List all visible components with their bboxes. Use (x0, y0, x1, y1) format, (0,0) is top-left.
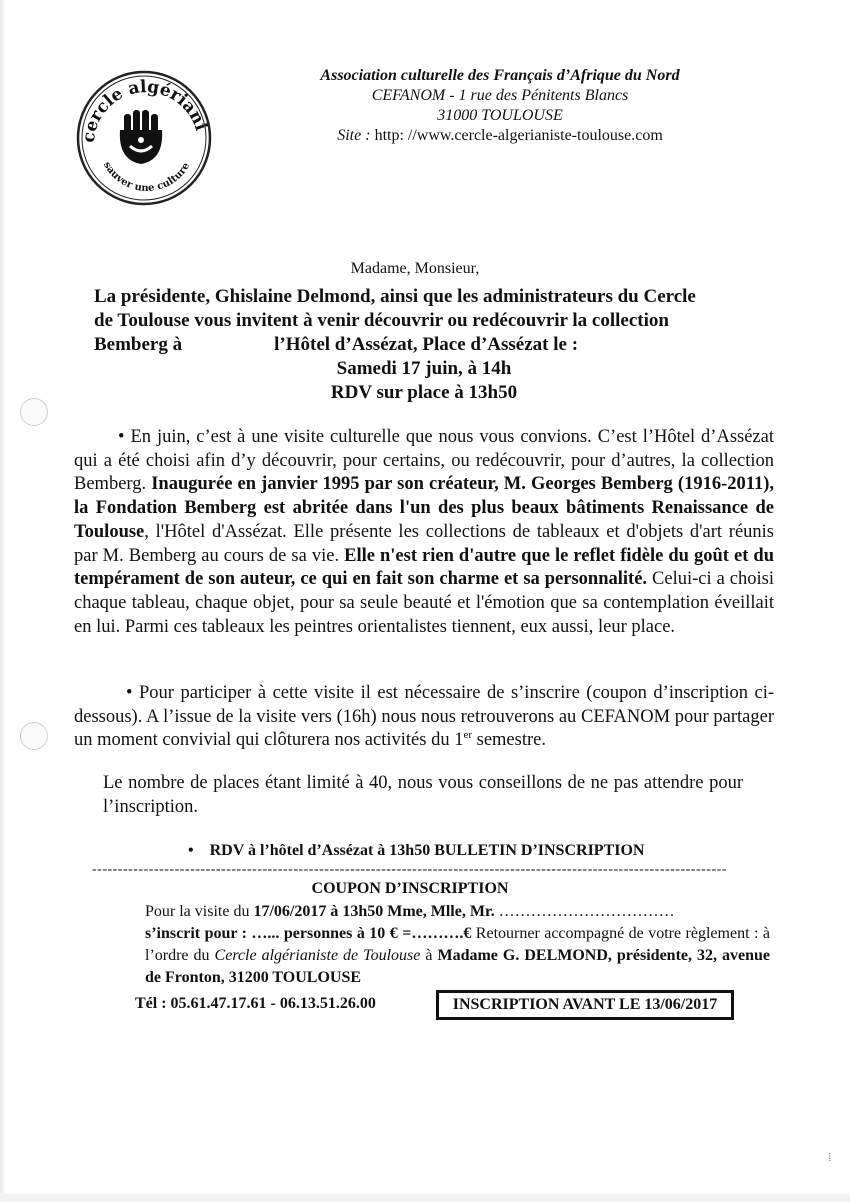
greeting: Madame, Monsieur, (350, 260, 480, 277)
meeting-time: RDV sur place à 13h50 (330, 382, 518, 403)
paragraph-bold-text: Elle n'est rien d'autre que le reflet fidèle du goût et du tempérament de son auteur, ce qui en fait son charme et sa personnalité. (74, 545, 774, 590)
scan-edge-shadow (0, 0, 6, 1202)
punch-hole (20, 722, 48, 750)
scan-bottom-edge (0, 1194, 850, 1202)
association-logo (74, 68, 214, 208)
scan-mark: ⁞ (828, 1150, 832, 1164)
invitation-intro (94, 285, 754, 405)
bullet: • (118, 427, 125, 447)
intro-line-3a: Bemberg à (94, 334, 183, 355)
paragraph-registration (74, 682, 774, 753)
paragraph-places-limit: Le nombre de places étant limité à 40, nous vous conseillons de ne pas attendre pour l’inscription. (103, 773, 743, 817)
paragraph-text: , l'Hôtel d'Assézat. Elle présente les collections de tableaux et d'objets d'art réunis par M. Bemberg au cours de sa vie. (74, 521, 774, 566)
coupon-title: COUPON D’INSCRIPTION (311, 880, 509, 897)
superscript: er (463, 729, 472, 742)
website-label: Site : (337, 127, 371, 144)
paragraph-bold-text: Inaugurée en janvier 1995 par son créateur, M. Georges Bemberg (1916-2011), la Fondation Bemberg est abritée dans l'un des plus beaux bâtiments Renaissance de Toulouse (74, 474, 775, 542)
phone-numbers: Tél : 05.61.47.17.61 - 06.13.51.26.00 (135, 995, 376, 1012)
bullet: • (188, 842, 194, 859)
coupon-bold-text: s’inscrit pour : …... personnes à 10 € =……….€ (145, 925, 472, 942)
registration-deadline-box: INSCRIPTION AVANT LE 13/06/2017 (436, 990, 734, 1020)
association-name: Association culturelle des Français d’Afrique du Nord (320, 67, 680, 84)
svg-text:sauver une culture en péril: sauver une culture (101, 160, 193, 195)
coupon-text: Pour la visite du (145, 903, 254, 920)
registration-coupon (145, 901, 770, 989)
paragraph-text: En juin, c’est à une visite culturelle que nous vous convions. C’est l’Hôtel d’Assézat qui a été choisi afin d’y découvrir, pour certains, ou redécouvrir, pour d’autres, la collection Bemberg. (74, 427, 774, 495)
address-line-2: 31000 TOULOUSE (437, 107, 563, 124)
intro-line-1: La présidente, Ghislaine Delmond, ainsi que les administrateurs du Cercle (94, 286, 696, 307)
coupon-bold-text: 17/06/2017 à 13h50 Mme, Mlle, Mr. (253, 903, 495, 920)
rdv-text: RDV à l’hôtel d’Assézat à 13h50 BULLETIN D’INSCRIPTION (209, 842, 645, 859)
event-date: Samedi 17 juin, à 14h (336, 358, 512, 379)
paragraph-text: Celui-ci a choisi chaque tableau, chaque objet, pour sa seule beauté et l'émotion que sa contemplation éveillait en lui. Parmi ces tableaux les peintres orientalistes tiennent, eux aussi, leur place. (74, 569, 774, 637)
coupon-line-visit (145, 901, 770, 923)
coupon-text: à (420, 947, 438, 964)
svg-text:cercle algérianiste: cercle algériani (78, 76, 211, 144)
website-line (250, 126, 750, 146)
punch-hole (20, 398, 48, 426)
bullet: • (126, 683, 133, 703)
paragraph-text: Pour participer à cette visite il est nécessaire de s’inscrire (coupon d’inscription ci-dessous). A l’issue de la visite vers (16h) nous nous retrouverons au CEFANOM pour partager un moment convivial qui clôturera nos activités du 1 (74, 683, 774, 751)
letterhead (250, 66, 750, 146)
paragraph-text: semestre. (472, 730, 546, 751)
intro-line-3 (94, 333, 754, 357)
website-url: http: //www.cercle-algerianiste-toulouse.com (374, 127, 663, 144)
paragraph-visit-description (74, 426, 774, 639)
mailing-address: Madame G. DELMOND, présidente, 32, avenue de Fronton, 31200 TOULOUSE (145, 947, 771, 986)
rdv-bulletin-line (188, 842, 708, 860)
intro-line-3b: l’Hôtel d’Assézat, Place d’Assézat le : (274, 334, 579, 355)
name-fill-dots: …………………………… (494, 903, 675, 920)
intro-line-2: de Toulouse vous invitent à venir découvrir ou redécouvrir la collection (94, 310, 669, 331)
payee-name: Cercle algérianiste de Toulouse (214, 947, 421, 964)
address-line-1: CEFANOM - 1 rue des Pénitents Blancs (371, 87, 629, 104)
coupon-text: Retourner accompagné de votre règlement : à l’ordre du (145, 925, 771, 964)
cut-line-separator: --------------------------------------------------------------------------------------------------------------------------- (92, 862, 727, 877)
coupon-line-registration (145, 923, 770, 989)
